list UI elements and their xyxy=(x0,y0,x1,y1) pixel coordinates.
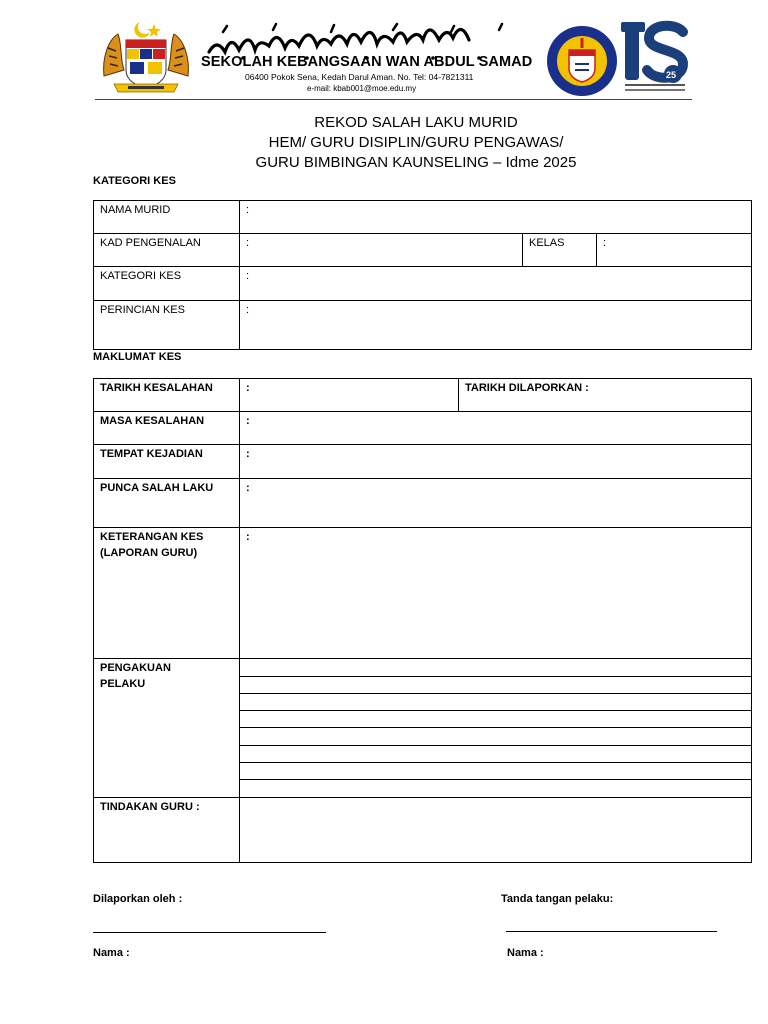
table-row-divider xyxy=(93,233,752,234)
table-row-divider xyxy=(93,527,752,528)
label-kelas: KELAS xyxy=(529,237,565,249)
field-kategori-kes[interactable]: : xyxy=(246,270,250,282)
field-kelas[interactable]: : xyxy=(603,237,607,249)
table-row-divider xyxy=(93,658,752,659)
student-info-table xyxy=(93,200,752,350)
field-nama-murid[interactable]: : xyxy=(246,204,250,216)
label-keterangan-kes: KETERANGAN KES xyxy=(100,531,204,543)
label-pengakuan: PENGAKUAN xyxy=(100,662,171,674)
form-title xyxy=(94,113,738,173)
writing-line xyxy=(239,693,752,694)
field-masa-kesalahan[interactable]: : xyxy=(246,415,250,427)
table-row-divider xyxy=(93,300,752,301)
field-tarikh-kesalahan[interactable]: : xyxy=(246,382,250,394)
writing-line xyxy=(239,710,752,711)
table-column-divider xyxy=(458,378,459,411)
svg-text:25: 25 xyxy=(666,70,677,80)
label-masa-kesalahan: MASA KESALAHAN xyxy=(100,415,205,427)
table-column-divider xyxy=(239,200,240,350)
label-tindakan-guru: TINDAKAN GURU : xyxy=(100,801,200,813)
signature-line-offender[interactable] xyxy=(506,931,717,932)
letterhead-divider xyxy=(95,99,692,100)
field-tarikh-dilaporkan[interactable]: TARIKH DILAPORKAN : xyxy=(465,382,589,394)
title-line-1: REKOD SALAH LAKU MURID xyxy=(314,114,518,131)
field-kad-pengenalan[interactable]: : xyxy=(246,237,250,249)
field-punca-salah-laku[interactable]: : xyxy=(246,482,250,494)
field-tempat-kejadian[interactable]: : xyxy=(246,448,250,460)
writing-line xyxy=(239,676,752,677)
label-dilaporkan-oleh: Dilaporkan oleh : xyxy=(93,893,183,905)
section-maklumat-kes-heading: MAKLUMAT KES xyxy=(93,351,182,363)
title-line-2: HEM/ GURU DISIPLIN/GURU PENGAWAS/ xyxy=(268,134,564,151)
writing-line xyxy=(239,779,752,780)
table-row-divider xyxy=(93,444,752,445)
signature-line-reporter[interactable] xyxy=(93,932,326,933)
ts25-program-logo-icon xyxy=(621,18,689,98)
label-laporan-guru: (LAPORAN GURU) xyxy=(100,547,198,559)
section-kategori-kes-heading: KATEGORI KES xyxy=(93,175,176,187)
table-row-divider xyxy=(93,478,752,479)
school-badge-icon xyxy=(545,24,619,98)
school-name: SEKOLAH KEBANGSAAN WAN ABDUL SAMAD xyxy=(201,54,533,70)
school-email: e-mail: kbab001@moe.edu.my xyxy=(307,84,417,93)
label-pelaku: PELAKU xyxy=(100,678,146,690)
table-row-divider xyxy=(93,411,752,412)
field-keterangan-kes[interactable]: : xyxy=(246,531,250,543)
label-tempat-kejadian: TEMPAT KEJADIAN xyxy=(100,448,203,460)
writing-line xyxy=(239,745,752,746)
table-column-divider xyxy=(522,233,523,266)
letterhead xyxy=(95,14,690,100)
field-perincian-kes[interactable]: : xyxy=(246,304,250,316)
title-line-3: GURU BIMBINGAN KAUNSELING – Idme 2025 xyxy=(255,154,577,171)
label-punca-salah-laku: PUNCA SALAH LAKU xyxy=(100,482,214,494)
table-column-divider xyxy=(239,378,240,863)
label-tanda-tangan-pelaku: Tanda tangan pelaku: xyxy=(501,893,614,905)
label-kategori-kes: KATEGORI KES xyxy=(100,270,182,282)
table-column-divider xyxy=(596,233,597,266)
school-address: 06400 Pokok Sena, Kedah Darul Aman. No. Tel: 04-7821311 xyxy=(245,72,474,82)
label-nama-murid: NAMA MURID xyxy=(100,204,171,216)
table-row-divider xyxy=(93,797,752,798)
writing-line xyxy=(239,762,752,763)
malaysia-coat-of-arms-icon xyxy=(100,18,192,98)
label-kad-pengenalan: KAD PENGENALAN xyxy=(100,237,201,249)
label-tarikh-kesalahan: TARIKH KESALAHAN xyxy=(100,382,213,394)
writing-line xyxy=(239,727,752,728)
table-row-divider xyxy=(93,266,752,267)
label-nama-offender: Nama : xyxy=(507,947,544,959)
label-nama-reporter: Nama : xyxy=(93,947,130,959)
label-perincian-kes: PERINCIAN KES xyxy=(100,304,185,316)
